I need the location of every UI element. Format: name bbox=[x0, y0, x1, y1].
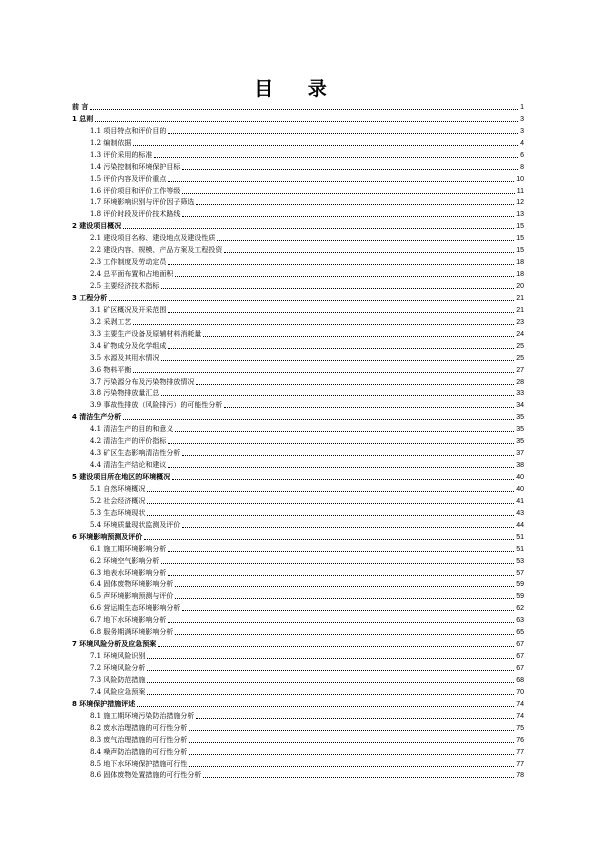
toc-entry-page-number: 59 bbox=[516, 581, 524, 589]
toc-entry-page-number: 28 bbox=[516, 378, 524, 386]
toc-section-entry[interactable] bbox=[72, 459, 524, 471]
toc-section-entry[interactable] bbox=[72, 244, 524, 256]
dot-leader bbox=[189, 742, 514, 743]
dot-leader bbox=[168, 181, 514, 182]
toc-section-entry[interactable] bbox=[72, 447, 524, 459]
dot-leader bbox=[147, 515, 514, 516]
toc-section-entry[interactable] bbox=[72, 268, 524, 280]
toc-entry-page-number: 78 bbox=[516, 772, 524, 780]
toc-entry-label: 2.3 工作制度及劳动定员 bbox=[90, 258, 167, 267]
dot-leader bbox=[196, 718, 514, 719]
dot-leader bbox=[175, 431, 514, 432]
toc-entry-label: 4 清洁生产分析 bbox=[72, 413, 122, 422]
toc-entry-page-number: 34 bbox=[516, 402, 524, 410]
dot-leader bbox=[175, 598, 514, 599]
toc-entry-page-number: 15 bbox=[516, 223, 524, 231]
toc-section-entry[interactable] bbox=[72, 185, 524, 197]
toc-entry-label: 5.4 环境质量现状监测及评价 bbox=[90, 520, 181, 529]
toc-entry-page-number: 15 bbox=[516, 247, 524, 255]
dot-leader bbox=[168, 575, 514, 576]
toc-section-entry[interactable] bbox=[72, 579, 524, 591]
toc-section-entry[interactable] bbox=[72, 304, 524, 316]
toc-section-entry[interactable] bbox=[72, 316, 524, 328]
toc-section-entry[interactable] bbox=[72, 710, 524, 722]
toc-entry-label: 3.3 主要生产设备及原辅材料消耗量 bbox=[90, 329, 202, 338]
toc-entry-label: 4.1 清洁生产的目的和意义 bbox=[90, 425, 174, 434]
toc-entry-label: 8.4 噪声防治措施的可行性分析 bbox=[90, 747, 188, 756]
toc-entry-page-number: 77 bbox=[516, 748, 524, 756]
toc-entry-label: 8.2 废水治理措施的可行性分析 bbox=[90, 723, 188, 732]
toc-entry-label: 4.2 清洁生产的评价指标 bbox=[90, 437, 167, 446]
toc-section-entry[interactable] bbox=[72, 197, 524, 209]
toc-chapter-entry[interactable] bbox=[72, 101, 524, 113]
toc-entry-page-number: 75 bbox=[516, 724, 524, 732]
dot-leader bbox=[133, 372, 514, 373]
dot-leader bbox=[182, 193, 514, 194]
toc-chapter-entry[interactable] bbox=[72, 638, 524, 650]
toc-entry-page-number: 11 bbox=[516, 187, 524, 195]
toc-entry-page-number: 40 bbox=[516, 474, 524, 481]
dot-leader bbox=[123, 419, 514, 420]
toc-entry-label: 1.6 评价项目和评价工作等级 bbox=[90, 186, 181, 195]
toc-entry-label: 7.1 环境风险识别 bbox=[90, 652, 146, 661]
dot-leader bbox=[147, 682, 514, 683]
toc-entry-page-number: 6 bbox=[520, 151, 524, 159]
table-of-contents bbox=[72, 101, 524, 781]
toc-entry-page-number: 63 bbox=[516, 617, 524, 625]
dot-leader bbox=[189, 766, 514, 767]
toc-entry-label: 8 环境保护措施评述 bbox=[72, 699, 136, 708]
toc-entry-label: 1.4 污染控制和环境保护目标 bbox=[90, 162, 181, 171]
toc-section-entry[interactable] bbox=[72, 399, 524, 411]
toc-entry-label: 2.1 建设项目名称、建设地点及建设性质 bbox=[90, 234, 216, 243]
toc-section-entry[interactable] bbox=[72, 567, 524, 579]
dot-leader bbox=[161, 360, 514, 361]
toc-chapter-entry[interactable] bbox=[72, 471, 524, 483]
toc-section-entry[interactable] bbox=[72, 734, 524, 746]
toc-section-entry[interactable] bbox=[72, 435, 524, 447]
toc-entry-page-number: 1 bbox=[520, 103, 524, 111]
toc-section-entry[interactable] bbox=[72, 376, 524, 388]
toc-section-entry[interactable] bbox=[72, 590, 524, 602]
toc-entry-label: 8.1 施工期环境污染防治措施分析 bbox=[90, 711, 195, 720]
toc-section-entry[interactable] bbox=[72, 650, 524, 662]
toc-section-entry[interactable] bbox=[72, 173, 524, 185]
toc-entry-page-number: 70 bbox=[516, 688, 524, 696]
toc-entry-label: 7.3 风险防范措施 bbox=[90, 675, 146, 684]
dot-leader bbox=[161, 288, 514, 289]
toc-entry-label: 1.5 评价内容及评价重点 bbox=[90, 174, 167, 183]
dot-leader bbox=[95, 121, 518, 122]
toc-entry-label: 1.8 评价时段及评价技术路线 bbox=[90, 210, 181, 219]
toc-entry-label: 5.3 生态环境现状 bbox=[90, 508, 146, 517]
toc-section-entry[interactable] bbox=[72, 137, 524, 149]
toc-section-entry[interactable] bbox=[72, 208, 524, 220]
toc-section-entry[interactable] bbox=[72, 364, 524, 376]
toc-entry-page-number: 37 bbox=[516, 450, 524, 458]
toc-entry-label: 3.2 采剥工艺 bbox=[90, 317, 132, 326]
toc-chapter-entry[interactable] bbox=[72, 411, 524, 423]
toc-entry-page-number: 67 bbox=[516, 665, 524, 672]
dot-leader bbox=[147, 670, 514, 671]
dot-leader bbox=[182, 216, 514, 217]
toc-entry-page-number: 24 bbox=[516, 330, 524, 338]
dot-leader bbox=[189, 754, 514, 755]
dot-leader bbox=[224, 252, 514, 253]
toc-section-entry[interactable] bbox=[72, 519, 524, 531]
toc-entry-page-number: 40 bbox=[516, 485, 524, 493]
toc-entry-page-number: 35 bbox=[516, 414, 524, 422]
toc-entry-page-number: 18 bbox=[516, 271, 524, 279]
dot-leader bbox=[147, 503, 514, 504]
toc-entry-page-number: 68 bbox=[516, 676, 524, 684]
toc-entry-page-number: 67 bbox=[516, 641, 524, 649]
dot-leader bbox=[158, 646, 514, 647]
toc-entry-label: 8.5 地下水环境保护措施可行性 bbox=[90, 759, 188, 768]
toc-chapter-entry[interactable] bbox=[72, 698, 524, 710]
toc-entry-label: 1.2 编制依据 bbox=[90, 138, 132, 147]
toc-section-entry[interactable] bbox=[72, 722, 524, 734]
toc-entry-page-number: 3 bbox=[520, 115, 524, 123]
toc-entry-label: 2.2 建设内容、规模、产品方案及工程投资 bbox=[90, 246, 223, 255]
dot-leader bbox=[168, 622, 514, 623]
toc-entry-label: 6.2 环境空气影响分析 bbox=[90, 556, 160, 565]
dot-leader bbox=[147, 694, 514, 695]
dot-leader bbox=[144, 539, 514, 540]
toc-chapter-entry[interactable] bbox=[72, 220, 524, 232]
toc-entry-page-number: 12 bbox=[516, 199, 524, 207]
toc-entry-label: 6.7 地下水环境影响分析 bbox=[90, 616, 167, 625]
toc-section-entry[interactable] bbox=[72, 614, 524, 626]
dot-leader bbox=[203, 777, 514, 778]
dot-leader bbox=[133, 145, 518, 146]
toc-entry-page-number: 74 bbox=[516, 712, 524, 720]
toc-entry-page-number: 20 bbox=[516, 283, 524, 290]
toc-entry-label: 6.8 服务期满环境影响分析 bbox=[90, 628, 174, 637]
toc-section-entry[interactable] bbox=[72, 746, 524, 758]
dot-leader bbox=[161, 395, 514, 396]
toc-section-entry[interactable] bbox=[72, 423, 524, 435]
toc-chapter-entry[interactable] bbox=[72, 113, 524, 125]
toc-entry-page-number: 62 bbox=[516, 605, 524, 613]
toc-entry-label: 6.6 营运期生态环境影响分析 bbox=[90, 604, 181, 613]
toc-entry-page-number: 51 bbox=[516, 545, 524, 553]
toc-entry-page-number: 67 bbox=[516, 653, 524, 661]
toc-section-entry[interactable] bbox=[72, 758, 524, 770]
toc-entry-label: 6 环境影响预测及评价 bbox=[72, 532, 143, 541]
dot-leader bbox=[147, 658, 514, 659]
toc-section-entry[interactable] bbox=[72, 328, 524, 340]
dot-leader bbox=[175, 634, 514, 635]
toc-entry-label: 5.1 自然环境概况 bbox=[90, 484, 146, 493]
toc-section-entry[interactable] bbox=[72, 602, 524, 614]
toc-entry-page-number: 15 bbox=[516, 235, 524, 243]
toc-entry-label: 5.2 社会经济概况 bbox=[90, 496, 146, 505]
toc-entry-page-number: 8 bbox=[520, 163, 524, 171]
toc-entry-page-number: 33 bbox=[516, 390, 524, 398]
toc-entry-label: 1 总则 bbox=[72, 114, 94, 123]
dot-leader bbox=[109, 300, 514, 301]
toc-entry-label: 1.1 项目特点和评价目的 bbox=[90, 126, 167, 135]
toc-entry-label: 3.7 污染源分布及污染物排放情况 bbox=[90, 377, 195, 386]
toc-entry-label: 3 工程分析 bbox=[72, 293, 108, 302]
toc-section-entry[interactable] bbox=[72, 352, 524, 364]
toc-entry-label: 8.3 废气治理措施的可行性分析 bbox=[90, 735, 188, 744]
dot-leader bbox=[182, 527, 514, 528]
toc-entry-page-number: 35 bbox=[516, 438, 524, 446]
toc-entry-label: 8.6 固体废物处置措施的可行性分析 bbox=[90, 771, 202, 780]
dot-leader bbox=[182, 169, 518, 170]
toc-entry-page-number: 74 bbox=[516, 700, 524, 708]
toc-entry-page-number: 23 bbox=[516, 318, 524, 326]
toc-section-entry[interactable] bbox=[72, 483, 524, 495]
toc-entry-page-number: 35 bbox=[516, 426, 524, 434]
toc-entry-page-number: 65 bbox=[516, 629, 524, 637]
dot-leader bbox=[133, 324, 514, 325]
dot-leader bbox=[175, 586, 514, 587]
dot-leader bbox=[90, 109, 518, 110]
toc-section-entry[interactable] bbox=[72, 125, 524, 137]
toc-entry-page-number: 27 bbox=[516, 366, 524, 374]
toc-section-entry[interactable] bbox=[72, 495, 524, 507]
toc-entry-label: 前 言 bbox=[72, 102, 89, 111]
toc-entry-page-number: 21 bbox=[516, 294, 524, 302]
toc-section-entry[interactable] bbox=[72, 770, 524, 782]
toc-entry-label: 3.9 事故性排放（风险排污）的可能性分析 bbox=[90, 401, 223, 410]
toc-entry-page-number: 41 bbox=[516, 497, 524, 505]
toc-entry-page-number: 51 bbox=[516, 533, 524, 541]
toc-entry-page-number: 13 bbox=[516, 211, 524, 219]
toc-section-entry[interactable] bbox=[72, 686, 524, 698]
toc-entry-label: 4.3 矿区生态影响清洁性分析 bbox=[90, 449, 181, 458]
toc-entry-page-number: 43 bbox=[516, 509, 524, 517]
dot-leader bbox=[189, 730, 514, 731]
toc-section-entry[interactable] bbox=[72, 280, 524, 292]
dot-leader bbox=[175, 276, 514, 277]
toc-entry-page-number: 25 bbox=[516, 342, 524, 350]
toc-entry-page-number: 21 bbox=[516, 306, 524, 314]
toc-entry-label: 3.5 水源及其用水情况 bbox=[90, 353, 160, 362]
toc-chapter-entry[interactable] bbox=[72, 292, 524, 304]
toc-section-entry[interactable] bbox=[72, 149, 524, 161]
dot-leader bbox=[182, 455, 514, 456]
dot-leader bbox=[196, 384, 514, 385]
dot-leader bbox=[154, 157, 518, 158]
toc-section-entry[interactable] bbox=[72, 626, 524, 638]
dot-leader bbox=[168, 467, 514, 468]
toc-entry-label: 3.6 物料平衡 bbox=[90, 365, 132, 374]
toc-section-entry[interactable] bbox=[72, 388, 524, 400]
toc-entry-label: 6.1 施工期环境影响分析 bbox=[90, 544, 167, 553]
toc-section-entry[interactable] bbox=[72, 674, 524, 686]
dot-leader bbox=[147, 491, 514, 492]
toc-section-entry[interactable] bbox=[72, 543, 524, 555]
toc-title: 目 录 bbox=[254, 78, 341, 100]
dot-leader bbox=[168, 133, 518, 134]
toc-entry-label: 3.8 污染物排放量汇总 bbox=[90, 389, 160, 398]
toc-entry-label: 3.1 矿区概况及开采范围 bbox=[90, 305, 167, 314]
toc-entry-page-number: 53 bbox=[516, 557, 524, 565]
toc-entry-label: 3.4 矿物成分及化学组成 bbox=[90, 341, 167, 350]
toc-entry-page-number: 3 bbox=[520, 127, 524, 135]
toc-entry-label: 6.4 固体废物环境影响分析 bbox=[90, 580, 174, 589]
dot-leader bbox=[168, 348, 514, 349]
toc-entry-label: 5 建设项目所在地区的环境概况 bbox=[72, 473, 171, 481]
toc-section-entry[interactable] bbox=[72, 662, 524, 674]
toc-entry-label: 1.3 评价采用的标准 bbox=[90, 150, 153, 159]
toc-section-entry[interactable] bbox=[72, 507, 524, 519]
toc-entry-label: 7 环境风险分析及应急预案 bbox=[72, 640, 157, 649]
dot-leader bbox=[172, 479, 514, 480]
toc-entry-label: 4.4 清洁生产结论和建议 bbox=[90, 461, 167, 470]
toc-entry-page-number: 57 bbox=[516, 569, 524, 577]
toc-entry-label: 6.3 地表水环境影响分析 bbox=[90, 568, 167, 577]
toc-entry-page-number: 76 bbox=[516, 736, 524, 744]
toc-entry-page-number: 10 bbox=[516, 175, 524, 183]
toc-entry-page-number: 18 bbox=[516, 259, 524, 267]
toc-entry-label: 2.5 主要经济技术指标 bbox=[90, 282, 160, 290]
toc-entry-page-number: 38 bbox=[516, 462, 524, 470]
toc-section-entry[interactable] bbox=[72, 555, 524, 567]
dot-leader bbox=[161, 563, 514, 564]
toc-section-entry[interactable] bbox=[72, 256, 524, 268]
dot-leader bbox=[196, 204, 514, 205]
toc-entry-label: 2 建设项目概况 bbox=[72, 222, 122, 231]
toc-entry-label: 2.4 总平面布置和占地面积 bbox=[90, 270, 174, 279]
toc-entry-page-number: 44 bbox=[516, 521, 524, 529]
dot-leader bbox=[203, 336, 514, 337]
dot-leader bbox=[182, 610, 514, 611]
toc-entry-label: 6.5 声环境影响预测与评价 bbox=[90, 592, 174, 601]
dot-leader bbox=[168, 551, 514, 552]
dot-leader bbox=[137, 706, 514, 707]
toc-section-entry[interactable] bbox=[72, 340, 524, 352]
dot-leader bbox=[123, 228, 514, 229]
dot-leader bbox=[168, 443, 514, 444]
toc-chapter-entry[interactable] bbox=[72, 531, 524, 543]
toc-entry-page-number: 59 bbox=[516, 593, 524, 601]
dot-leader bbox=[168, 264, 514, 265]
toc-entry-page-number: 4 bbox=[520, 139, 524, 147]
dot-leader bbox=[224, 407, 514, 408]
toc-entry-page-number: 77 bbox=[516, 760, 524, 768]
toc-section-entry[interactable] bbox=[72, 161, 524, 173]
toc-entry-label: 1.7 环境影响识别与评价因子筛选 bbox=[90, 198, 195, 207]
toc-section-entry[interactable] bbox=[72, 232, 524, 244]
toc-entry-label: 7.2 环境风险分析 bbox=[90, 664, 146, 672]
toc-entry-page-number: 25 bbox=[516, 354, 524, 362]
dot-leader bbox=[217, 240, 514, 241]
dot-leader bbox=[168, 312, 514, 313]
toc-entry-label: 7.4 风险应急预案 bbox=[90, 687, 146, 696]
